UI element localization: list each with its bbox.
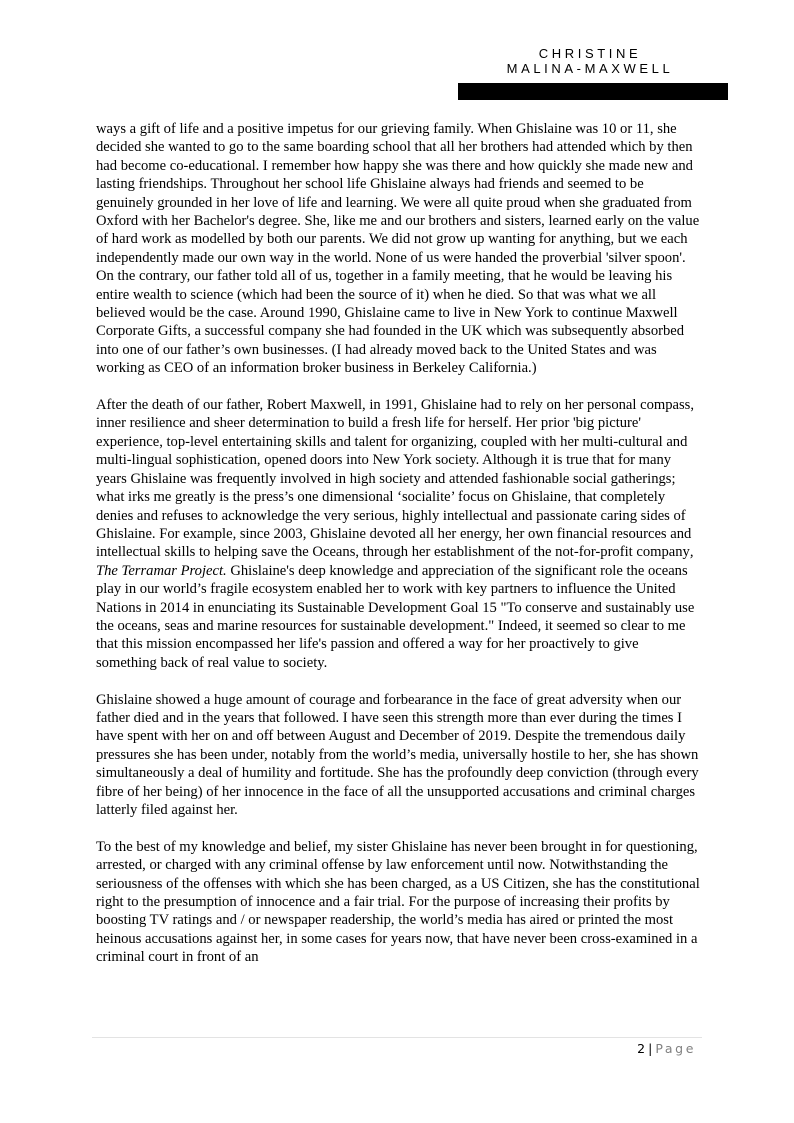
page-number: 2	[637, 1041, 646, 1056]
page-label: Page	[655, 1041, 696, 1056]
header-bar	[458, 83, 728, 100]
letter-body	[96, 120, 700, 967]
paragraph-text: After the death of our father, Robert Maxwell, in 1991, Ghislaine had to rely on her personal compass, inner resilience and sheer determination to build a fresh life for herself. Her prior 'big picture' experience, top-level entertaining skills and talent for organizing, coupled with her multi-cultural and multi-lingual sophistication, opened doors into New York society. Although it is true that for many years Ghislaine was frequently involved in high society and attended fashionable social gatherings; what irks me greatly is the press’s one dimensional ‘socialite’ focus on Ghislaine, that completely denies and refuses to acknowledge the very serious, highly intellectual and passionate caring sides of Ghislaine. For example, since 2003, Ghislaine devoted all her energy, her own financial resources and intellectual skills to helping save the Oceans, through her establishment of the not-for-profit company	[96, 397, 694, 561]
paragraph: To the best of my knowledge and belief, my sister Ghislaine has never been brought in for questioning, arrested, or charged with any criminal offense by law enforcement until now. Notwithstanding the seriousness of the offenses with which she has been charged, as a US Citizen, she has the constitutional right to the presumption of innocence and a fair trial. For the purpose of increasing their profits by boosting TV ratings and / or newspaper readership, the world’s media has aired or printed the most heinous accusations against her, in some cases for years now, that have never been cross-examined in a criminal court in front of an	[96, 838, 700, 966]
author-last-name: MALINA-MAXWELL	[506, 61, 674, 76]
footer-separator: |	[648, 1041, 653, 1056]
author-first-name: CHRISTINE	[538, 46, 642, 61]
footer-divider	[92, 1037, 702, 1038]
terramar-project-title: , The Terramar Project.	[96, 544, 694, 579]
paragraph: ways a gift of life and a positive impetus for our grieving family. When Ghislaine was 10 or 11, she decided she wanted to go to the same boarding school that all her brothers had attended which by then had become co-educational. I remember how happy she was there and how quickly she made new and lasting friendships. Throughout her school life Ghislaine always had friends and seemed to be genuinely grounded in her love of life and learning. We were all quite proud when she graduated from Oxford with her Bachelor's degree. She, like me and our brothers and sisters, learned early on the value of hard work as modelled by both our parents. We did not grow up wanting for anything, but we each independently made our own way in the world. None of us were handed the proverbial 'silver spoon'. On the contrary, our father told all of us, together in a family meeting, that he would be leaving his entire wealth to science (which had been the source of it) when he died. So that was what we all believed would be the case. Around 1990, Ghislaine came to live in New York to continue Maxwell Corporate Gifts, a successful company she had founded in the UK which was subsequently absorbed into one of our father’s own businesses. (I had already moved back to the United States and was working as CEO of an information broker business in Berkeley California.)	[96, 121, 700, 377]
author-header	[440, 46, 740, 76]
page-footer	[560, 1041, 696, 1056]
paragraph-text: Ghislaine's deep knowledge and appreciation of the significant role the oceans play in our world’s fragile ecosystem enabled her to work with key partners to influence the United Nations in 2014 in enunciating its Sustainable Development Goal 15 "To conserve and sustainably use the oceans, seas and marine resources for sustainable development." Indeed, it seemed so clear to me that this mission encompassed her life's passion and offered a way for her proactively to give something back of real value to society.	[96, 562, 695, 671]
paragraph: Ghislaine showed a huge amount of courage and forbearance in the face of great adversity when our father died and in the years that followed. I have seen this strength more than ever during the times I have spent with her on and off between August and December of 2019. Despite the tremendous daily pressures she has been under, notably from the world’s media, universally hostile to her, she has shown simultaneously a deal of humility and fortitude. She has the profoundly deep conviction (through every fibre of her being) of her innocence in the face of all the unsupported accusations and criminal charges latterly filed against her.	[96, 691, 699, 818]
paragraph	[96, 396, 700, 672]
